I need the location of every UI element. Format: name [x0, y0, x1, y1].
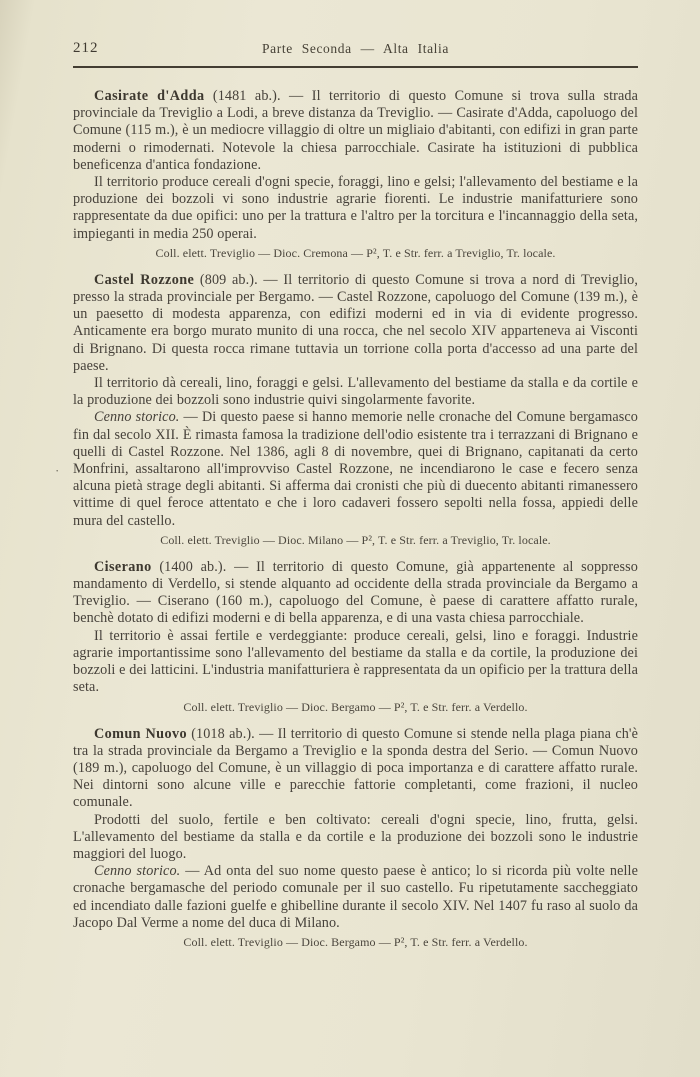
entry-intro-text: (1400 ab.). — Il territorio di questo Comune, già appartenente al soppresso mandamento di Verdello, si stende alquanto ad occidente della strada provinciale da Bergamo a Treviglio. — Ciserano (160 m.), capoluogo del Comune, è paese di carattere affatto rurale, benchè dotato di edifizi moderni e di bella apparenza, e di una vasta chiesa parrocchiale. [73, 558, 638, 627]
entry-heading-paragraph [73, 272, 638, 375]
entry-intro-text: (1018 ab.). — Il territorio di questo Comune si stende nella plaga piana ch'è tra la strada provinciale da Bergamo a Treviglio e la sponda destra del Serio. — Comun Nuovo (189 m.), capoluogo del Comune, è un villaggio di poca importanza e di carattere affatto rurale. Nei dintorni sono alcune ville e parecchie fattorie completanti, come frazioni, il nucleo comunale. [73, 725, 638, 811]
entry-paragraph: Prodotti del suolo, fertile e ben coltivato: cereali d'ogni specie, lino, frutta, gelsi. L'allevamento del bestiame da stalla e da cortile e la produzione dei bozzoli sono le industrie maggiori del luogo. [73, 811, 638, 862]
entry-heading-paragraph [73, 88, 638, 174]
entry-intro-text: (809 ab.). — Il territorio di questo Comune si trova a nord di Treviglio, presso la strada provinciale per Bergamo. — Castel Rozzone, capoluogo del Comune (139 m.), è un paesetto di modesta apparenza, con edifizi moderni ed in via di evidente progresso. Anticamente era borgo murato munito di una rocca, che nel secolo XIV apparteneva ai Visconti di Brignano. Di questa rocca rimane tuttavia un torrione colla porta d'accesso ad una parte del paese. [73, 271, 638, 374]
entry-colophon: Coll. elett. Treviglio — Dioc. Cremona — P², T. e Str. ferr. a Treviglio, Tr. locale. [155, 245, 556, 260]
running-head: Parte Seconda — Alta Italia [262, 41, 449, 56]
entry-paragraph: Il territorio dà cereali, lino, foraggi e gelsi. L'allevamento del bestiame da stalla e da cortile e la produzione dei bozzoli sono industrie quivi singolarmente favorite. [73, 375, 638, 409]
entry-comun-nuovo [73, 726, 638, 949]
entry-ciserano [73, 559, 638, 714]
cenno-storico-text: — Di questo paese si hanno memorie nelle cronache del Comune bergamasco fin dal secolo XII. È rimasta famosa la tradizione dell'odio esistente tra i terrazzani di Brignano e quelli di Castel Rozzone. Nel 1386, agli 8 di novembre, quei di Brignano, capitanati da certo Monfrini, assaltarono all'improvviso Castel Rozzone, ne incendiarono le case e fecero senza alcuna pietà strage degli abitanti. Si afferma dai cronisti che più di duecento abitanti rimanessero vittime di quel feroce attentato e che i loro cadaveri fossero sepolti nella fossa, appiedi delle mura del castello. [73, 409, 638, 529]
entry-cenno-storico-paragraph [73, 863, 638, 932]
entry-castel-rozzone [73, 272, 638, 547]
entry-paragraph: Il territorio produce cereali d'ogni specie, foraggi, lino e gelsi; l'allevamento del bestiame e la produzione dei bozzoli vi sono industrie agrarie fiorenti. Le industrie manifatturiere sono rappresentate da due opifici: uno per la trattura e l'altro per la torcitura e l'incannaggio della seta, impieganti in media 250 operai. [73, 174, 638, 242]
entry-intro-text: (1481 ab.). — Il territorio di questo Comune si trova sulla strada provinciale da Treviglio a Lodi, a breve distanza da Treviglio. — Casirate d'Adda, capoluogo del Comune (115 m.), è un mediocre villaggio di oltre un migliaio d'abitanti, con edifizi in gran parte moderni o rimodernati. Notevole la chiesa parrocchiale. Casirate ha istituzioni di pubblica beneficenza d'antica fondazione. [73, 88, 638, 173]
cenno-storico-label: Cenno storico. [94, 409, 180, 426]
page-number: 212 [73, 40, 99, 56]
entry-paragraph: Il territorio è assai fertile e verdeggiante: produce cereali, gelsi, lino e foraggi. Industrie agrarie importantissime sono l'allevamento del bestiame da stalla e da cortile, la produzione dei bozzoli e dei latticini. L'industria manifatturiera è rappresentata da un opificio per la trattura della seta. [73, 627, 638, 696]
entry-colophon: Coll. elett. Treviglio — Dioc. Milano — P², T. e Str. ferr. a Treviglio, Tr. locale. [160, 532, 551, 547]
header-rule [73, 66, 638, 68]
page-header [73, 40, 638, 60]
entry-heading-paragraph [73, 726, 638, 812]
entry-heading-paragraph [73, 559, 638, 628]
entry-colophon: Coll. elett. Treviglio — Dioc. Bergamo — P², T. e Str. ferr. a Verdello. [183, 934, 528, 949]
text-block [73, 88, 638, 961]
entry-cenno-storico-paragraph [73, 409, 638, 529]
cenno-storico-label: Cenno storico. [94, 863, 181, 880]
cenno-storico-text: — Ad onta del suo nome questo paese è antico; lo si ricorda più volte nelle cronache bergamasche del periodo comunale per il suo castello. Fu ripetutamente saccheggiato ed incendiato dalle fazioni guelfe e ghibelline durante il secolo XIV. Nel 1407 fu raso al suolo da Jacopo Dal Verme a nome del duca di Milano. [73, 863, 638, 931]
entry-casirate-dadda [73, 88, 638, 260]
entry-name: Castel Rozzone [94, 271, 195, 288]
print-artifact-dot: · [55, 463, 60, 478]
entry-colophon: Coll. elett. Treviglio — Dioc. Bergamo — P², T. e Str. ferr. a Verdello. [183, 699, 528, 714]
entry-name: Comun Nuovo [94, 725, 187, 742]
entry-name: Casirate d'Adda [94, 88, 205, 104]
entry-name: Ciserano [94, 558, 152, 575]
